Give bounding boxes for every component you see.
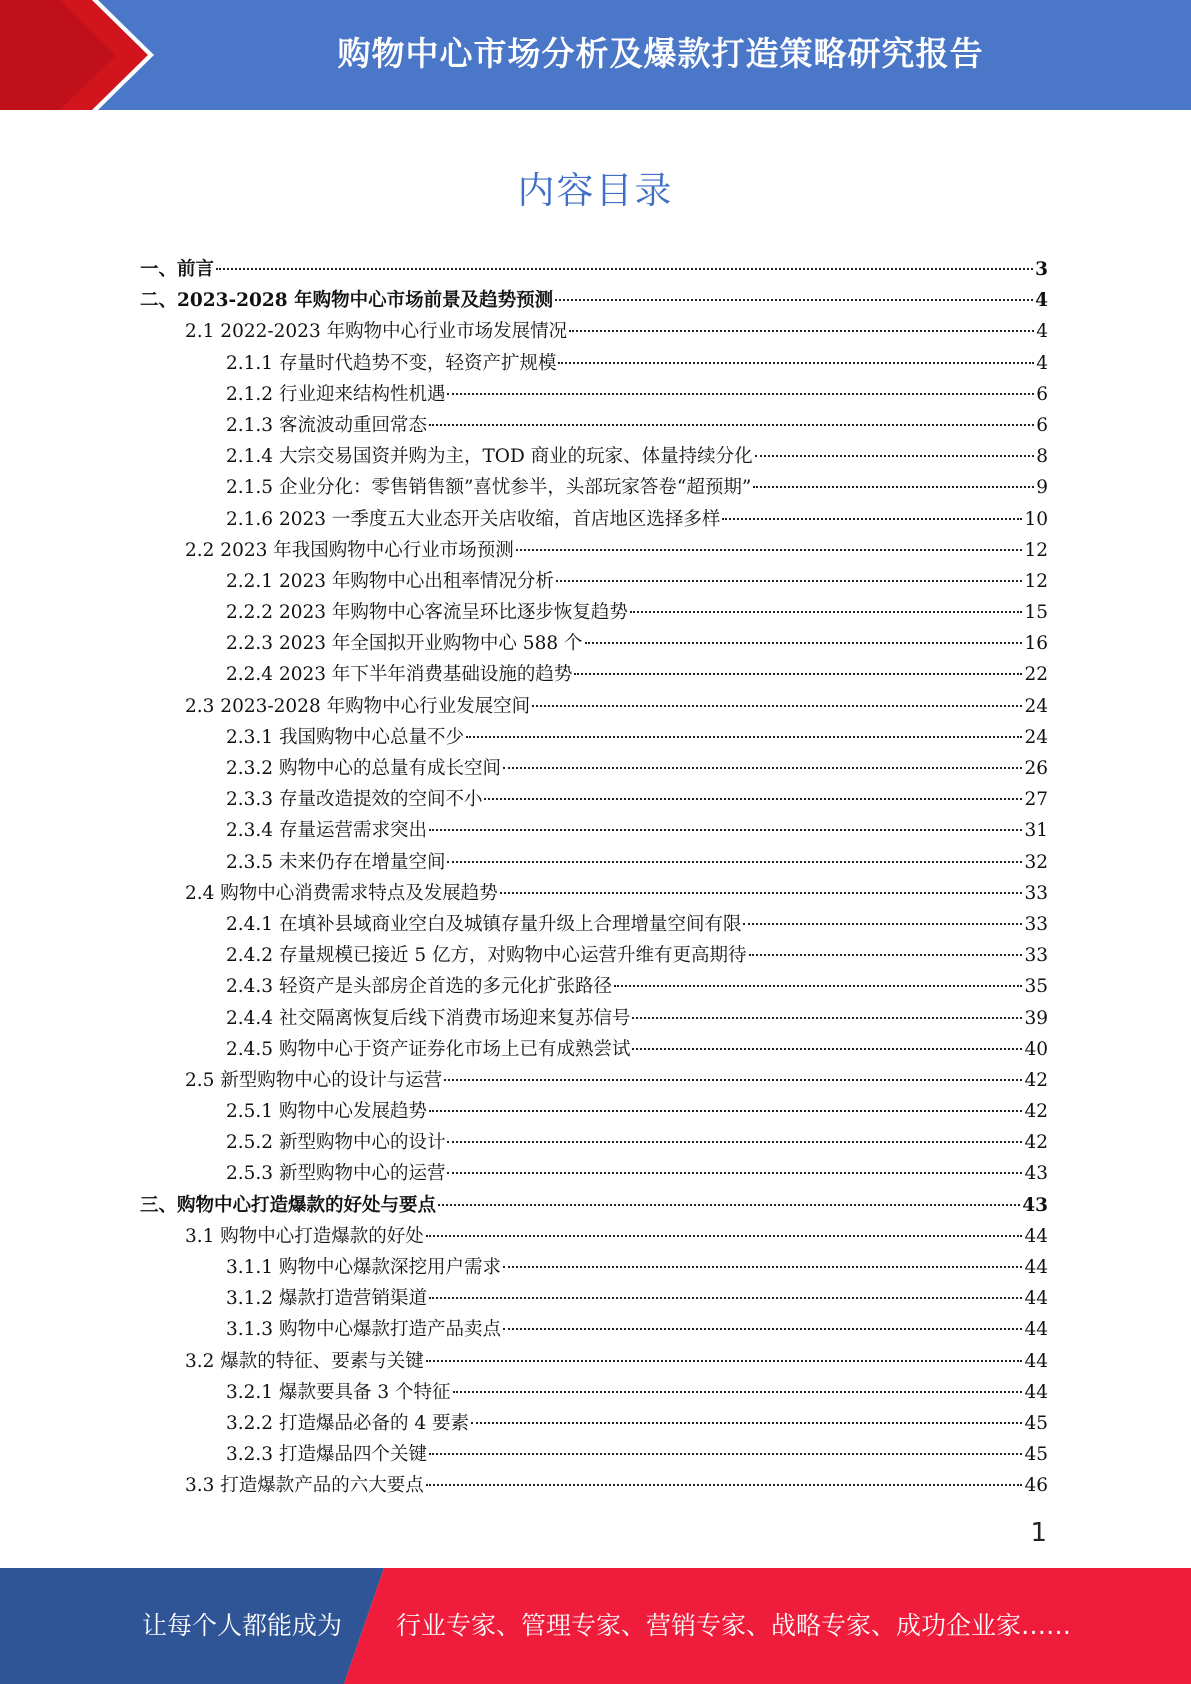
- toc-entry-title: 2.3.2 购物中心的总量有成长空间: [226, 758, 501, 779]
- toc-entry[interactable]: [140, 1252, 1048, 1283]
- toc-entry-page: 45: [1024, 1444, 1048, 1466]
- toc-entry-title: 2.3.1 我国购物中心总量不少: [226, 726, 464, 748]
- toc-leader-dots: [614, 985, 1022, 987]
- toc-leader-dots: [749, 954, 1023, 956]
- toc-entry-page: 16: [1024, 633, 1048, 655]
- page-footer: [0, 1568, 1191, 1684]
- toc-entry[interactable]: [140, 566, 1048, 597]
- toc-leader-dots: [453, 1391, 1023, 1393]
- toc-leader-dots: [484, 798, 1022, 800]
- toc-entry[interactable]: [140, 847, 1048, 878]
- toc-entry[interactable]: [140, 1221, 1048, 1252]
- toc-entry-page: 43: [1024, 1163, 1048, 1185]
- toc-entry-page: 22: [1024, 664, 1048, 686]
- toc-entry[interactable]: [140, 1346, 1048, 1377]
- toc-entry-title: 2.2.3 2023 年全国拟开业购物中心 588 个: [226, 633, 583, 655]
- toc-entry[interactable]: [140, 504, 1048, 535]
- toc-entry-page: 44: [1024, 1288, 1048, 1310]
- toc-entry[interactable]: [140, 1470, 1048, 1501]
- toc-entry[interactable]: [140, 722, 1048, 753]
- toc-leader-dots: [429, 829, 1022, 831]
- toc-entry-page: 44: [1024, 1319, 1048, 1341]
- toc-entry-page: 43: [1022, 1194, 1048, 1216]
- toc-entry-title: 2.5 新型购物中心的设计与运营: [185, 1069, 443, 1091]
- toc-entry-page: 45: [1024, 1412, 1048, 1434]
- toc-leader-dots: [426, 1484, 1023, 1486]
- toc-leader-dots: [753, 486, 1034, 488]
- toc-leader-dots: [585, 642, 1023, 644]
- toc-entry-title: 2.1.2 行业迎来结构性机遇: [226, 383, 446, 405]
- footer-slogan-right: 行业专家、管理专家、营销专家、战略专家、成功企业家……: [396, 1611, 1072, 1640]
- toc-entry-page: 44: [1024, 1257, 1048, 1278]
- toc-leader-dots: [532, 705, 1022, 707]
- toc-leader-dots: [216, 268, 1033, 270]
- toc-leader-dots: [555, 299, 1033, 301]
- toc-heading: 内容目录: [517, 169, 674, 212]
- toc-entry[interactable]: [140, 909, 1048, 940]
- toc-leader-dots: [426, 1360, 1023, 1362]
- document-title: 购物中心市场分析及爆款打造策略研究报告: [337, 34, 984, 73]
- toc-entry-page: 24: [1024, 695, 1048, 717]
- toc-leader-dots: [429, 1453, 1022, 1455]
- toc-leader-dots: [447, 1141, 1022, 1143]
- toc-leader-dots: [503, 1266, 1022, 1268]
- toc-leader-dots: [471, 1422, 1022, 1424]
- toc-entry-title: 3.1.1 购物中心爆款深挖用户需求: [226, 1257, 501, 1278]
- toc-leader-dots: [500, 892, 1023, 894]
- toc-entry[interactable]: [140, 1003, 1048, 1034]
- toc-entry-title: 2.1.3 客流波动重回常态: [226, 414, 427, 436]
- toc-entry-page: 35: [1024, 976, 1048, 998]
- toc-entry-page: 26: [1024, 758, 1048, 779]
- toc-entry[interactable]: [140, 1283, 1048, 1314]
- toc-leader-dots: [632, 1048, 1022, 1050]
- toc-entry-page: 6: [1036, 383, 1048, 405]
- toc-leader-dots: [722, 518, 1022, 520]
- toc-entry[interactable]: [140, 285, 1048, 316]
- toc-entry[interactable]: [140, 784, 1048, 815]
- toc-entry-page: 46: [1024, 1475, 1048, 1497]
- toc-entry-title: 2.3.5 未来仍存在增量空间: [226, 851, 446, 873]
- toc-entry-title: 2.4.4 社交隔离恢复后线下消费市场迎来复苏信号: [226, 1007, 631, 1029]
- toc-entry-title: 2.3 2023-2028 年购物中心行业发展空间: [185, 695, 531, 717]
- toc-entry-page: 39: [1024, 1007, 1048, 1029]
- toc-entry[interactable]: [140, 659, 1048, 690]
- toc-leader-dots: [438, 1204, 1020, 1206]
- toc-entry-page: 4: [1036, 352, 1048, 374]
- toc-entry[interactable]: [140, 628, 1048, 659]
- toc-entry-page: 33: [1024, 882, 1048, 904]
- toc-entry[interactable]: [140, 1190, 1048, 1221]
- toc-entry-title: 3.2.2 打造爆品必备的 4 要素: [226, 1412, 469, 1434]
- toc-entry-page: 24: [1024, 726, 1048, 748]
- toc-entry-page: 44: [1024, 1225, 1048, 1247]
- toc-entry[interactable]: [140, 410, 1048, 441]
- footer-slogan-left: 让每个人都能成为: [142, 1611, 343, 1640]
- toc-entry-page: 9: [1036, 477, 1048, 499]
- toc-entry-title: 2.5.2 新型购物中心的设计: [226, 1132, 446, 1154]
- toc-leader-dots: [447, 393, 1034, 395]
- page-number: 1: [1030, 1518, 1047, 1548]
- toc-entry-title: 2.1 2022-2023 年购物中心行业市场发展情况: [185, 321, 568, 343]
- toc-entry-page: 31: [1024, 820, 1048, 842]
- toc-entry[interactable]: [140, 878, 1048, 909]
- toc-entry-page: 27: [1024, 789, 1048, 811]
- toc-leader-dots: [743, 923, 1022, 925]
- toc-entry-page: 32: [1024, 851, 1048, 873]
- toc-entry-page: 8: [1036, 446, 1048, 468]
- toc-entry-title: 2.2.4 2023 年下半年消费基础设施的趋势: [226, 664, 573, 686]
- toc-entry-title: 2.5.1 购物中心发展趋势: [226, 1101, 427, 1123]
- toc-leader-dots: [444, 1079, 1022, 1081]
- toc-entry[interactable]: [140, 1377, 1048, 1408]
- toc-leader-dots: [569, 330, 1034, 332]
- toc-leader-dots: [447, 1172, 1022, 1174]
- toc-entry[interactable]: [140, 1408, 1048, 1439]
- toc-entry[interactable]: [140, 441, 1048, 472]
- toc-entry[interactable]: [140, 472, 1048, 503]
- toc-entry-title: 2.4 购物中心消费需求特点及发展趋势: [185, 882, 498, 904]
- toc-entry-title: 3.1.3 购物中心爆款打造产品卖点: [226, 1319, 501, 1341]
- toc-entry-page: 33: [1024, 913, 1048, 935]
- toc-entry-title: 2.2 2023 年我国购物中心行业市场预测: [185, 539, 514, 561]
- toc-entry-page: 42: [1024, 1101, 1048, 1123]
- page-header: [0, 0, 1191, 110]
- toc-entry[interactable]: [140, 1127, 1048, 1158]
- toc-leader-dots: [503, 767, 1022, 769]
- toc-entry-page: 3: [1035, 259, 1048, 280]
- toc-entry-page: 6: [1036, 414, 1048, 436]
- toc-entry[interactable]: [140, 1158, 1048, 1189]
- toc-entry[interactable]: [140, 940, 1048, 971]
- toc-leader-dots: [574, 673, 1022, 675]
- toc-leader-dots: [755, 455, 1035, 457]
- toc-entry[interactable]: [140, 254, 1048, 285]
- toc-entry-title: 2.2.2 2023 年购物中心客流呈环比逐步恢复趋势: [226, 602, 628, 624]
- toc-entry-title: 3.1 购物中心打造爆款的好处: [185, 1225, 424, 1247]
- toc-leader-dots: [630, 611, 1023, 613]
- toc-entry[interactable]: [140, 815, 1048, 846]
- toc-entry[interactable]: [140, 597, 1048, 628]
- toc-entry-title: 2.4.3 轻资产是头部房企首选的多元化扩张路径: [226, 976, 612, 998]
- toc-entry-page: 4: [1035, 290, 1048, 312]
- toc-entry-page: 10: [1024, 508, 1048, 530]
- toc-leader-dots: [558, 362, 1034, 364]
- toc-entry-page: 4: [1036, 321, 1048, 343]
- toc-entry-title: 2.4.2 存量规模已接近 5 亿方，对购物中心运营升维有更高期待: [226, 945, 747, 967]
- toc-entry-title: 2.3.4 存量运营需求突出: [226, 820, 427, 842]
- toc-entry-title: 3.2.3 打造爆品四个关键: [226, 1444, 427, 1466]
- toc-leader-dots: [556, 580, 1023, 582]
- table-of-contents: [140, 254, 1048, 1502]
- toc-entry-page: 12: [1024, 539, 1048, 561]
- toc-leader-dots: [632, 1017, 1022, 1019]
- toc-entry-page: 42: [1024, 1132, 1048, 1154]
- toc-entry-page: 44: [1024, 1350, 1048, 1372]
- toc-entry-title: 2.1.5 企业分化：零售销售额”喜忧参半，头部玩家答卷“超预期”: [226, 477, 752, 499]
- toc-entry[interactable]: [140, 691, 1048, 722]
- toc-entry-title: 2.1.4 大宗交易国资并购为主，TOD 商业的玩家、体量持续分化: [226, 446, 753, 468]
- toc-entry-title: 二、2023-2028 年购物中心市场前景及趋势预测: [140, 290, 554, 312]
- toc-entry-title: 三、购物中心打造爆款的好处与要点: [140, 1194, 437, 1216]
- toc-leader-dots: [447, 861, 1022, 863]
- toc-entry-title: 3.2.1 爆款要具备 3 个特征: [226, 1381, 451, 1403]
- toc-entry[interactable]: [140, 535, 1048, 566]
- toc-entry[interactable]: [140, 1034, 1048, 1065]
- toc-entry[interactable]: [140, 379, 1048, 410]
- toc-entry-title: 2.4.5 购物中心于资产证券化市场上已有成熟尝试: [226, 1038, 631, 1060]
- toc-leader-dots: [503, 1328, 1022, 1330]
- toc-entry-page: 33: [1024, 945, 1048, 967]
- toc-entry-page: 44: [1024, 1381, 1048, 1403]
- toc-entry[interactable]: [140, 753, 1048, 784]
- toc-entry-page: 15: [1024, 602, 1048, 624]
- toc-entry-title: 一、前言: [140, 259, 215, 280]
- toc-entry[interactable]: [140, 348, 1048, 379]
- toc-leader-dots: [426, 1235, 1023, 1237]
- toc-entry[interactable]: [140, 1439, 1048, 1470]
- toc-entry-title: 3.1.2 爆款打造营销渠道: [226, 1288, 427, 1310]
- toc-entry[interactable]: [140, 316, 1048, 347]
- toc-entry-title: 2.3.3 存量改造提效的空间不小: [226, 789, 483, 811]
- toc-entry-page: 12: [1024, 570, 1048, 592]
- toc-leader-dots: [429, 424, 1034, 426]
- toc-leader-dots: [466, 736, 1022, 738]
- toc-leader-dots: [429, 1297, 1022, 1299]
- toc-entry[interactable]: [140, 971, 1048, 1002]
- toc-entry-title: 2.2.1 2023 年购物中心出租率情况分析: [226, 570, 554, 592]
- toc-entry-title: 2.1.6 2023 一季度五大业态开关店收缩，首店地区选择多样: [226, 508, 721, 530]
- toc-leader-dots: [429, 1110, 1022, 1112]
- toc-entry[interactable]: [140, 1314, 1048, 1345]
- toc-entry-title: 3.2 爆款的特征、要素与关键: [185, 1350, 424, 1372]
- toc-entry-title: 3.3 打造爆款产品的六大要点: [185, 1475, 424, 1497]
- toc-entry[interactable]: [140, 1096, 1048, 1127]
- toc-entry-title: 2.1.1 存量时代趋势不变，轻资产扩规模: [226, 352, 557, 374]
- toc-entry-title: 2.4.1 在填补县域商业空白及城镇存量升级上合理增量空间有限: [226, 913, 742, 935]
- toc-entry-page: 42: [1024, 1069, 1048, 1091]
- toc-entry-page: 40: [1024, 1038, 1048, 1060]
- toc-entry-title: 2.5.3 新型购物中心的运营: [226, 1163, 446, 1185]
- toc-leader-dots: [516, 549, 1023, 551]
- toc-entry[interactable]: [140, 1065, 1048, 1096]
